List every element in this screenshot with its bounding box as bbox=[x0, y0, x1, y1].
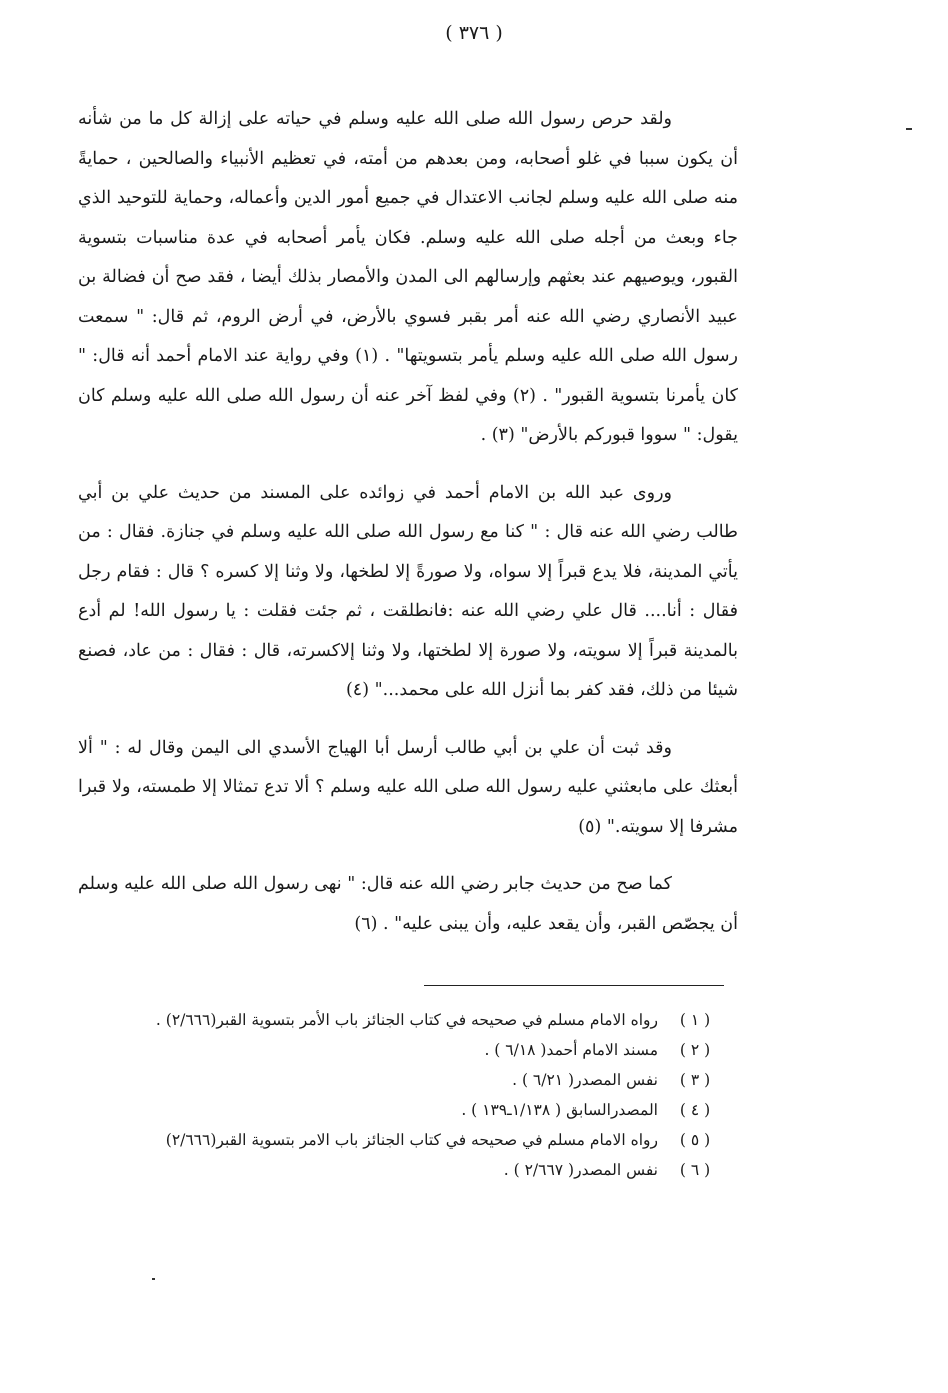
footnote-text: مسند الامام أحمد( ٦/١٨ ) . bbox=[484, 1041, 658, 1059]
footnote-number: ( ٦ ) bbox=[679, 1161, 711, 1179]
footnote-text: المصدرالسابق ( ١/١٣٨ـ١٣٩ ) . bbox=[461, 1101, 658, 1119]
footnote bbox=[78, 1155, 718, 1185]
footnote-divider bbox=[424, 985, 724, 986]
body-text bbox=[78, 100, 738, 962]
footnotes bbox=[78, 1005, 718, 1185]
footnote bbox=[78, 1005, 718, 1035]
footnote-number: ( ٣ ) bbox=[679, 1071, 711, 1089]
page-number: ( ٣٧٦ ) bbox=[445, 22, 503, 44]
footnote-number: ( ١ ) bbox=[679, 1011, 711, 1029]
footnote bbox=[78, 1065, 718, 1095]
paragraph bbox=[78, 729, 738, 848]
footnote bbox=[78, 1125, 718, 1155]
footnote-number: ( ٤ ) bbox=[679, 1101, 711, 1119]
footnote-number: ( ٢ ) bbox=[679, 1041, 711, 1059]
footnote-text: رواه الامام مسلم في صحيحه في كتاب الجنائز باب الأمر بتسوية القبر(٢/٦٦٦) . bbox=[155, 1011, 658, 1029]
footnote-text: نفس المصدر( ٢/٦٦٧ ) . bbox=[503, 1161, 658, 1179]
paragraph bbox=[78, 474, 738, 711]
footnote-text: رواه الامام مسلم في صحيحه في كتاب الجنائز باب الامر بتسوية القبر(٢/٦٦٦) bbox=[165, 1131, 658, 1149]
paragraph-text: وقد ثبت أن علي بن أبي طالب أرسل أبا الهياج الأسدي الى اليمن وقال له : " ألا أبعثك على مابعثني عليه رسول الله صلى الله عليه وسلم ؟ ألا تدع تمثالا إلا طمسته، ولا قبرا مشرفا إلا سويته." (٥) bbox=[78, 737, 738, 837]
paragraph-text: ولقد حرص رسول الله صلى الله عليه وسلم في حياته على إزالة كل ما من شأنه أن يكون سببا في غلو أصحابه، ومن بعدهم من أمته، في تعظيم الأنبياء والصالحين ، حمايةً منه صلى الله عليه وسلم لجانب الاعتدال في جميع أمور الدين وأعماله، وحماية للتوحيد الذي جاء وبعث من أجله صلى الله عليه وسلم. فكان يأمر أصحابه في عدة مناسبات بتسوية القبور، ويوصيهم عند بعثهم وإرسالهم الى المدن والأمصار بذلك أيضا ، فقد صح أن فضالة بن عبيد الأنصاري رضي الله عنه أمر بقبر فسوي بالأرض، في أرض الروم، ثم قال: " سمعت رسول الله صلى الله عليه وسلم يأمر بتسويتها" . (١) وفي رواية عند الامام أحمد أنه قال: " كان يأمرنا بتسوية القبور" . (٢) وفي لفظ آخر عنه أن رسول الله صلى الله عليه وسلم كان يقول: " سووا قبوركم بالأرض" (٣) . bbox=[78, 109, 739, 445]
paragraph-text: وروى عبد الله بن الامام أحمد في زوائده على المسند من حديث علي بن أبي طالب رضي الله عنه قال : " كنا مع رسول الله صلى الله عليه وسلم في جنازة. فقال : من يأتي المدينة، فلا يدع قبراً إلا سواه، ولا صورةً إلا لطخها، ولا وثنا إلا كسره ؟ قال : فقام رجل فقال : أنا.... قال علي رضي الله عنه :فانطلقت ، ثم جئت فقلت : يا رسول الله! لم أدع بالمدينة قبراً إلا سويته، ولا صورة إلا لطختها، ولا وثنا إلاكسرته، قال : فقال : من عاد، فصنع شيئا من ذلك، فقد كفر بما أنزل الله على محمد..." (٤) bbox=[78, 482, 738, 700]
footnote-number: ( ٥ ) bbox=[679, 1131, 711, 1149]
footnote bbox=[78, 1095, 718, 1125]
paragraph bbox=[78, 865, 738, 944]
footnote-text: نفس المصدر( ٦/٢١ ) . bbox=[512, 1071, 658, 1089]
footnote bbox=[78, 1035, 718, 1065]
scan-speck bbox=[906, 128, 912, 130]
scan-speck bbox=[152, 1278, 155, 1280]
paragraph bbox=[78, 100, 738, 456]
paragraph-text: كما صح من حديث جابر رضي الله عنه قال: " نهى رسول الله صلى الله عليه وسلم أن يجصّص القبر، وأن يقعد عليه، وأن يبنى عليه" . (٦) bbox=[78, 874, 738, 934]
